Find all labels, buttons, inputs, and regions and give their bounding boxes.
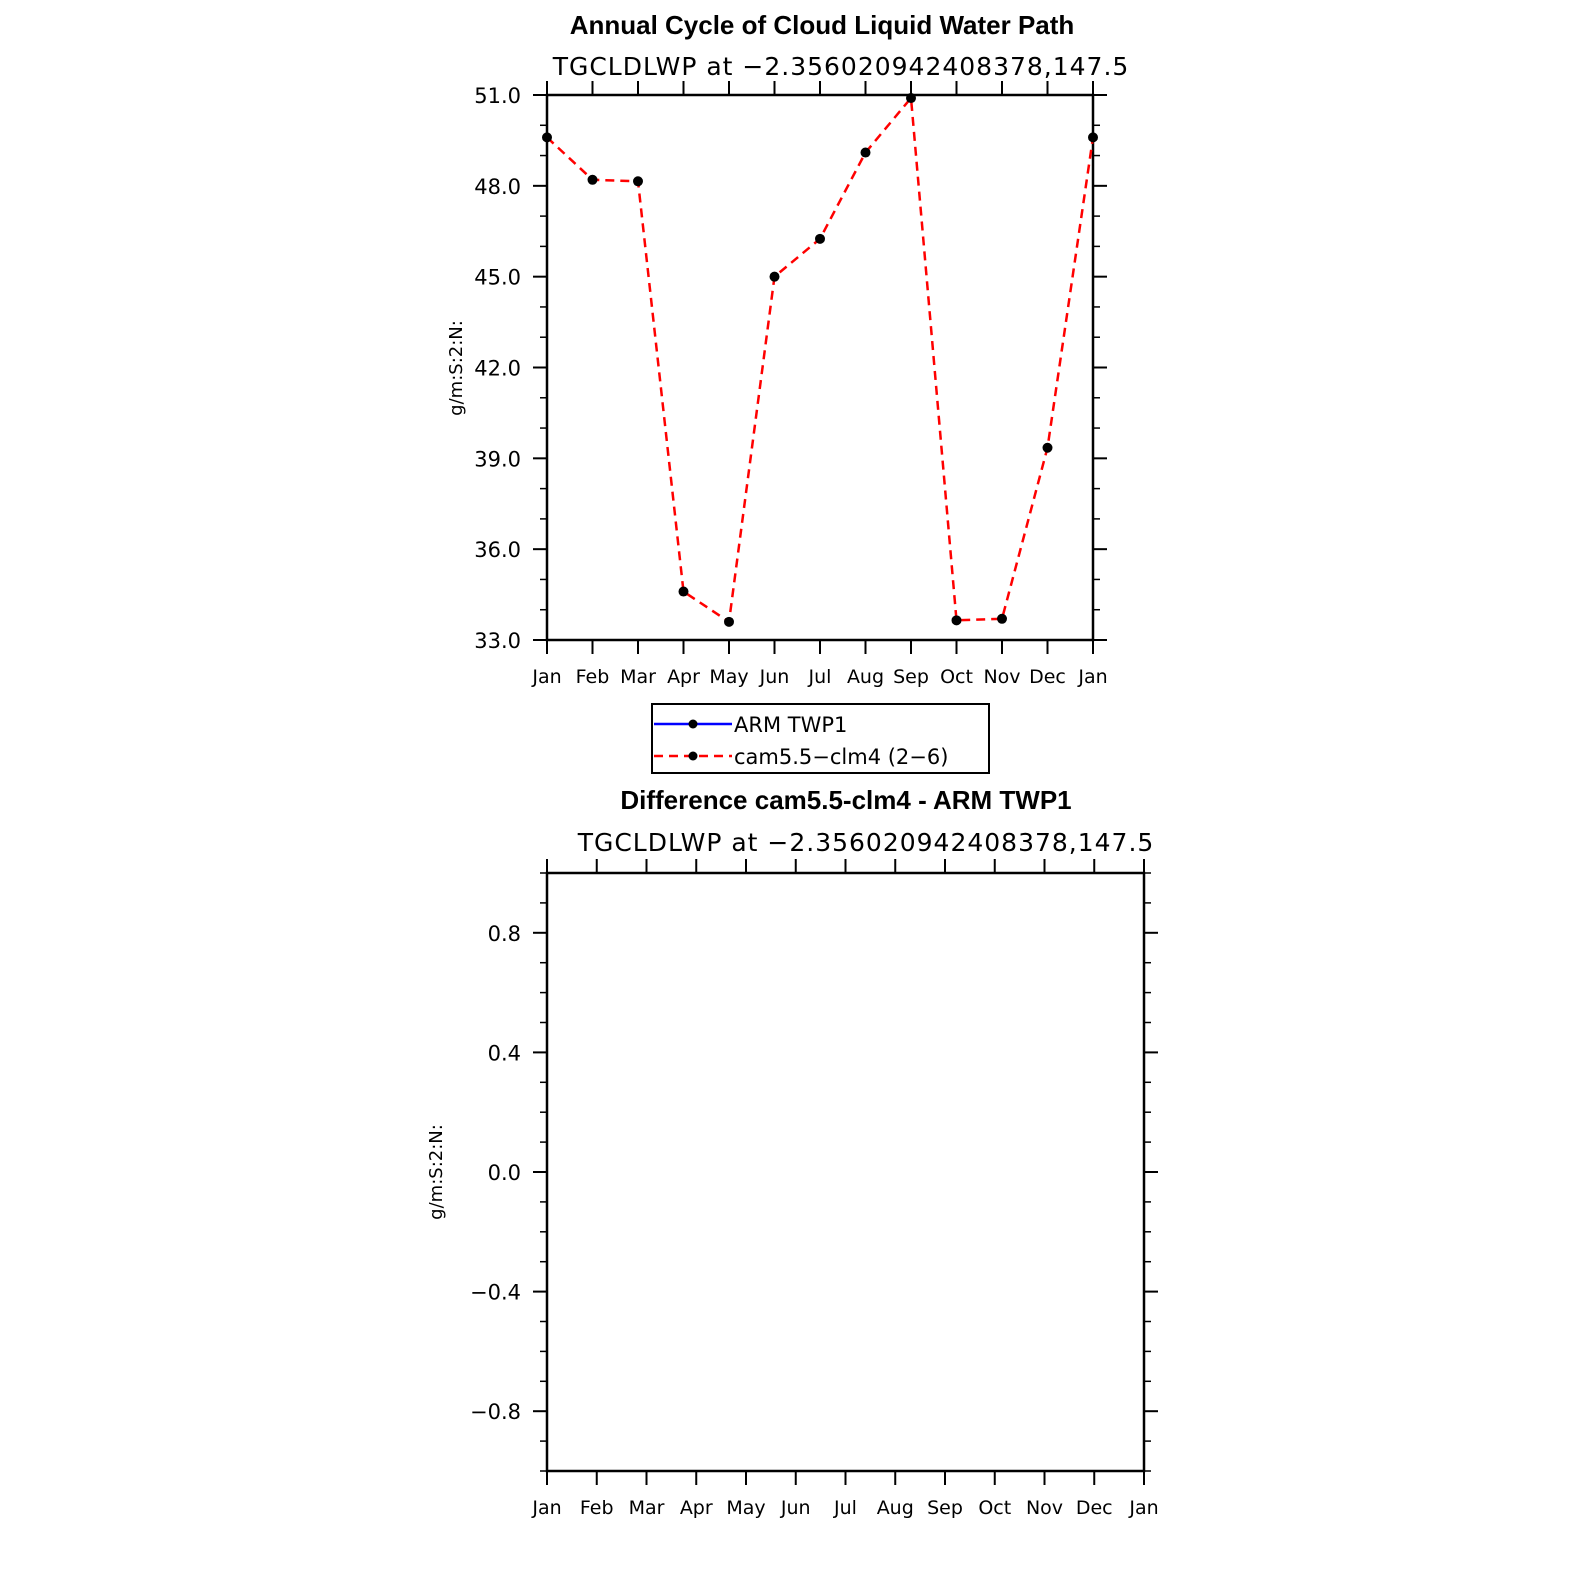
chart2-title: Difference cam5.5-clm4 - ARM TWP1 xyxy=(620,785,1072,815)
chart2-y-tick-label: −0.4 xyxy=(470,1280,521,1305)
chart2-x-tick-label: Sep xyxy=(927,1497,963,1519)
chart1-data-point xyxy=(770,272,780,282)
chart1-x-tick-label: Aug xyxy=(846,666,885,688)
chart1-x-tick-label: Jul xyxy=(808,666,832,688)
chart1-data-point xyxy=(815,234,825,244)
chart2-x-tick-label: Oct xyxy=(978,1497,1012,1519)
chart1-data-point xyxy=(997,614,1007,624)
chart1-title: Annual Cycle of Cloud Liquid Water Path xyxy=(569,10,1075,40)
chart2-x-tick-label: Feb xyxy=(579,1497,614,1519)
chart1-plot-area xyxy=(474,81,1107,688)
chart1-subtitle: TGCLDLWP at −2.356020942408378,147.5 xyxy=(552,52,1130,81)
chart1-y-tick-label: 42.0 xyxy=(474,356,521,381)
chart1-data-point xyxy=(633,176,643,186)
chart2-plot-area xyxy=(470,859,1159,1519)
legend-label-cam: cam5.5−clm4 (2−6) xyxy=(734,745,949,769)
legend-label-arm: ARM TWP1 xyxy=(734,713,848,737)
chart1-y-tick-label: 51.0 xyxy=(474,84,521,108)
chart2-frame xyxy=(547,873,1144,1471)
chart2-x-tick-label: Apr xyxy=(679,1497,713,1519)
chart1-data-point xyxy=(906,93,916,103)
chart1-x-tick-label: Mar xyxy=(620,666,656,688)
chart1-data-point xyxy=(588,175,598,185)
chart2-x-tick-label: Jul xyxy=(834,1497,857,1519)
chart1-data-point xyxy=(542,132,552,142)
chart1-y-tick-label: 48.0 xyxy=(474,174,521,199)
legend-marker-cam xyxy=(689,752,698,761)
chart1-y-axis-label: g/m:S:2:N: xyxy=(446,320,467,416)
chart2-x-tick-label: Mar xyxy=(628,1497,665,1519)
chart1-x-tick-label: Jan xyxy=(532,666,562,688)
chart1-x-tick-label: Dec xyxy=(1029,666,1066,688)
chart1-x-tick-label: Oct xyxy=(940,666,973,688)
chart1-x-tick-label: Apr xyxy=(667,666,700,688)
chart2-y-tick-label: 0.0 xyxy=(487,1161,521,1185)
chart2-x-tick-label: Aug xyxy=(876,1497,914,1519)
legend-marker-arm xyxy=(689,720,698,729)
chart2-y-tick-label: 0.4 xyxy=(487,1041,521,1066)
chart2-x-tick-label: May xyxy=(726,1497,766,1519)
chart1-y-tick-label: 33.0 xyxy=(474,629,521,653)
chart1-legend xyxy=(652,704,989,773)
chart2-x-tick-label: Jan xyxy=(532,1497,562,1519)
chart1-x-tick-label: Nov xyxy=(983,666,1021,688)
chart1-data-point xyxy=(1043,443,1053,453)
chart1-x-tick-label: Jan xyxy=(1078,666,1108,688)
chart1-data-point xyxy=(679,587,689,597)
chart1-frame xyxy=(547,95,1093,640)
chart1-y-tick-label: 45.0 xyxy=(474,265,521,290)
chart1-data-point xyxy=(952,615,962,625)
chart1-x-tick-label: Sep xyxy=(893,666,929,688)
chart1-data-point xyxy=(861,148,871,158)
chart1-data-point xyxy=(1088,132,1098,142)
chart2-y-tick-label: 0.8 xyxy=(487,921,521,946)
chart1-y-tick-label: 36.0 xyxy=(474,538,521,563)
chart2-x-tick-label: Jun xyxy=(780,1497,811,1519)
chart1-x-tick-label: Jun xyxy=(759,666,790,688)
chart2-y-axis-label: g/m:S:2:N: xyxy=(426,1124,447,1220)
chart2-x-tick-label: Nov xyxy=(1025,1497,1064,1519)
chart2-y-tick-label: −0.8 xyxy=(470,1400,521,1425)
chart2-subtitle: TGCLDLWP at −2.356020942408378,147.5 xyxy=(577,828,1155,857)
chart2-x-tick-label: Dec xyxy=(1075,1497,1113,1519)
chart2-x-tick-label: Jan xyxy=(1129,1497,1159,1519)
chart1-x-tick-label: Feb xyxy=(575,666,610,688)
chart1-data-point xyxy=(724,617,734,627)
chart1-y-tick-label: 39.0 xyxy=(474,447,521,472)
chart1-series-line-1 xyxy=(547,98,1093,622)
chart1-x-tick-label: May xyxy=(709,666,749,688)
